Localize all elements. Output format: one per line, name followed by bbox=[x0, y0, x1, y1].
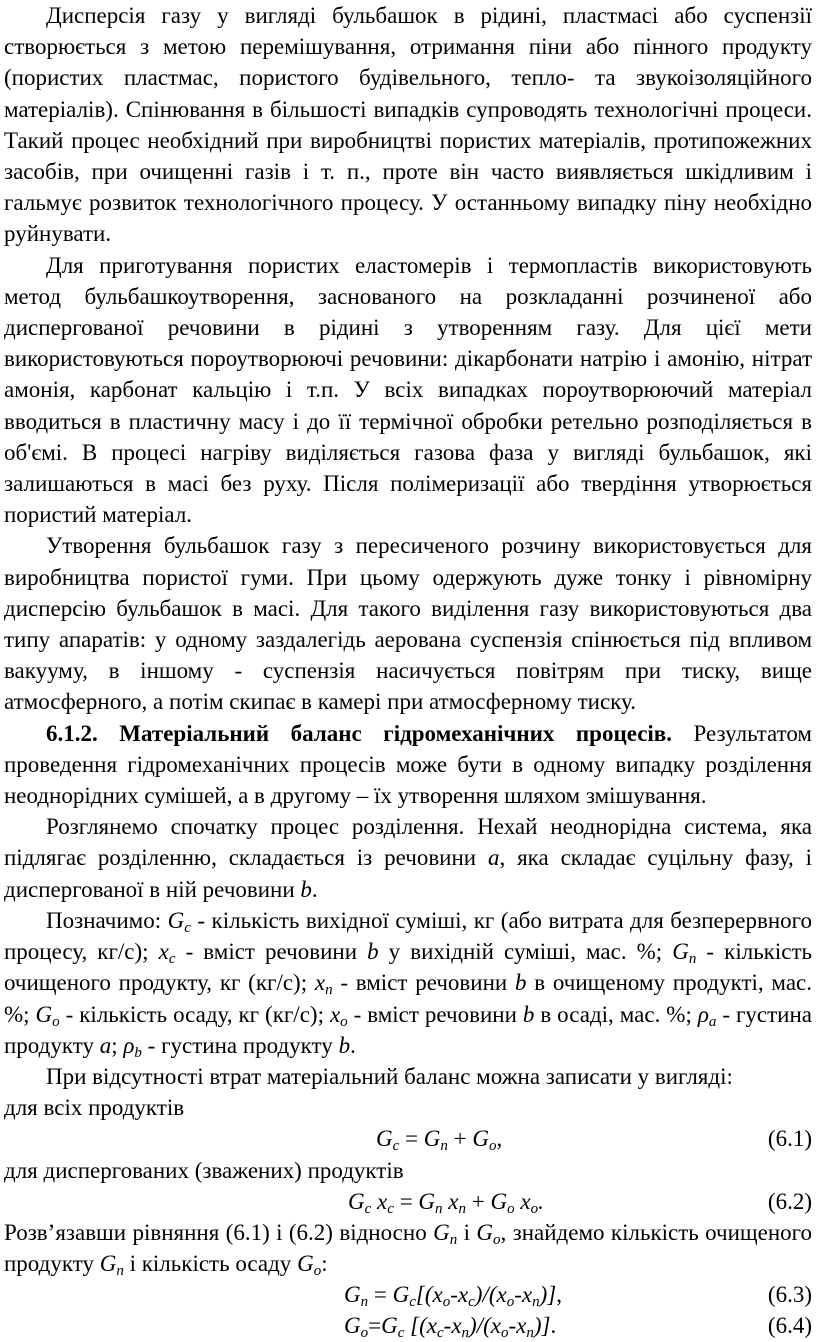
equation-6-1-expression: $G_c = G_n + G_o$, bbox=[376, 1126, 503, 1155]
equation-6-1-number: (6.1) bbox=[767, 1126, 812, 1152]
equation-6-1 bbox=[0, 1123, 816, 1154]
section-intro: Результатом проведення гідромеханічних процесів може бути в одному випадку розділення неоднорідних сумішей, а в другому – їх утворення шляхом змішування. bbox=[4, 720, 812, 809]
paragraph-porous-rubber: Утворення бульбашок газу з пересиченого розчину використовується для виробництва пористої гуми. При цьому одержують дуже тонку і рівномірну дисперсію бульбашок в масі. Для такого виділення газу використовуються два типу апаратів: у одному заздалегідь аерована суспензія спінюється під впливом вакууму, в іншому - суспензія насичується повітрям при тиску, вище атмосферного, а потім скипає в камері при атмосферному тиску. bbox=[4, 533, 812, 715]
equation-6-2-expression: $G_c$ $x_c = G_n$ $x_n + G_o$ $x_o$. bbox=[348, 1188, 544, 1217]
equation-6-3 bbox=[0, 1279, 816, 1310]
equation-6-2-number: (6.2) bbox=[767, 1188, 812, 1214]
paragraph-foam-dispersion: Дисперсія газу у вигляді бульбашок в рідині, пластмасі або суспензії створюється з метою перемішування, отримання піни або пінного продукту (пористих пластмас, пористого будівельного, тепло- та звукоізоляційного матеріалів). Спінювання в більшості випадків супроводять технологічні процеси. Такий процес необхідний при виробництві пористих матеріалів, протипожежних засобів, при очищенні газів і т. п., проте він часто виявляється шкідливим і гальмує розвиток технологічного процесу. У останньому випадку піну необхідно руйнувати. bbox=[4, 3, 812, 247]
label-dispersed-products: для диспергованих (зважених) продуктів bbox=[4, 1157, 404, 1183]
equation-6-3-expression: $G_n = G_c[(x_o-x_c)/(x_o-x_n)]$, bbox=[344, 1282, 562, 1311]
equation-6-4-number: (6.4) bbox=[767, 1313, 812, 1339]
equation-6-4 bbox=[0, 1310, 816, 1341]
equation-6-3-number: (6.3) bbox=[767, 1282, 812, 1308]
label-all-products: для всіх продуктів bbox=[4, 1095, 185, 1121]
section-heading: 6.1.2. Матеріальний баланс гідромеханічних процесів. bbox=[46, 720, 672, 746]
equation-6-4-expression: $G_o=G_c$ $[(x_c-x_n)/(x_o-x_n)]$. bbox=[344, 1313, 557, 1342]
symbol-a: a bbox=[487, 845, 500, 871]
paragraph-notation: Позначимо: $G_c$ - кількість вихідної суміші, кг (або витрата для безперервного процесу, кг/с); $x_c$ - вміст речовини b у вихідній суміші, мас. %; $G_n$ - кількість очищеного продукту, кг (кг/с); $x_n$ - вміст речовини b в очищеному продукті, мас. %; $G_o$ - кількість осаду, кг (кг/с); $x_o$ - вміст речовини b в осаді, мас. %; $\rho_a$ - густина продукту a; $\rho_b$ - густина продукту b. bbox=[4, 907, 813, 1061]
paragraph-solve: Розв’язавши рівняння (6.1) і (6.2) відносно $G_n$ і $G_o$, знайдемо кількість очищеного продукту $G_n$ і кількість осаду $G_o$: bbox=[4, 1219, 813, 1280]
paragraph-material-balance bbox=[0, 718, 816, 812]
symbol-b: b bbox=[300, 876, 312, 902]
paragraph-separation: Розглянемо спочатку процес розділення. Нехай неоднорідна система, яка підлягає розділенню, складається із речовини a, яка складає суцільну фазу, і диспергованої в ній речовини b. bbox=[4, 814, 812, 902]
equation-6-2 bbox=[0, 1186, 816, 1217]
paragraph-porous-elastomers: Для приготування пористих еластомерів і термопластів використовують метод бульбашкоутворення, заснованого на розкладанні розчиненої або диспергованої речовини в рідині з утворенням газу. Для цієї мети використовуються пороутворюючі речовини: дікарбонати натрію і амонію, нітрат амонія, карбонат кальцію і т.п. У всіх випадках пороутворюючий матеріал вводиться в пластичну масу і до її термічної обробки ретельно розподіляється в об'ємі. В процесі нагріву виділяється газова фаза у вигляді бульбашок, які залишаються в масі без руху. Після полімеризації або твердіння утворюється пористий матеріал. bbox=[4, 252, 812, 528]
paragraph-balance-intro: При відсутності втрат матеріальний баланс можна записати у вигляді: bbox=[46, 1063, 733, 1089]
